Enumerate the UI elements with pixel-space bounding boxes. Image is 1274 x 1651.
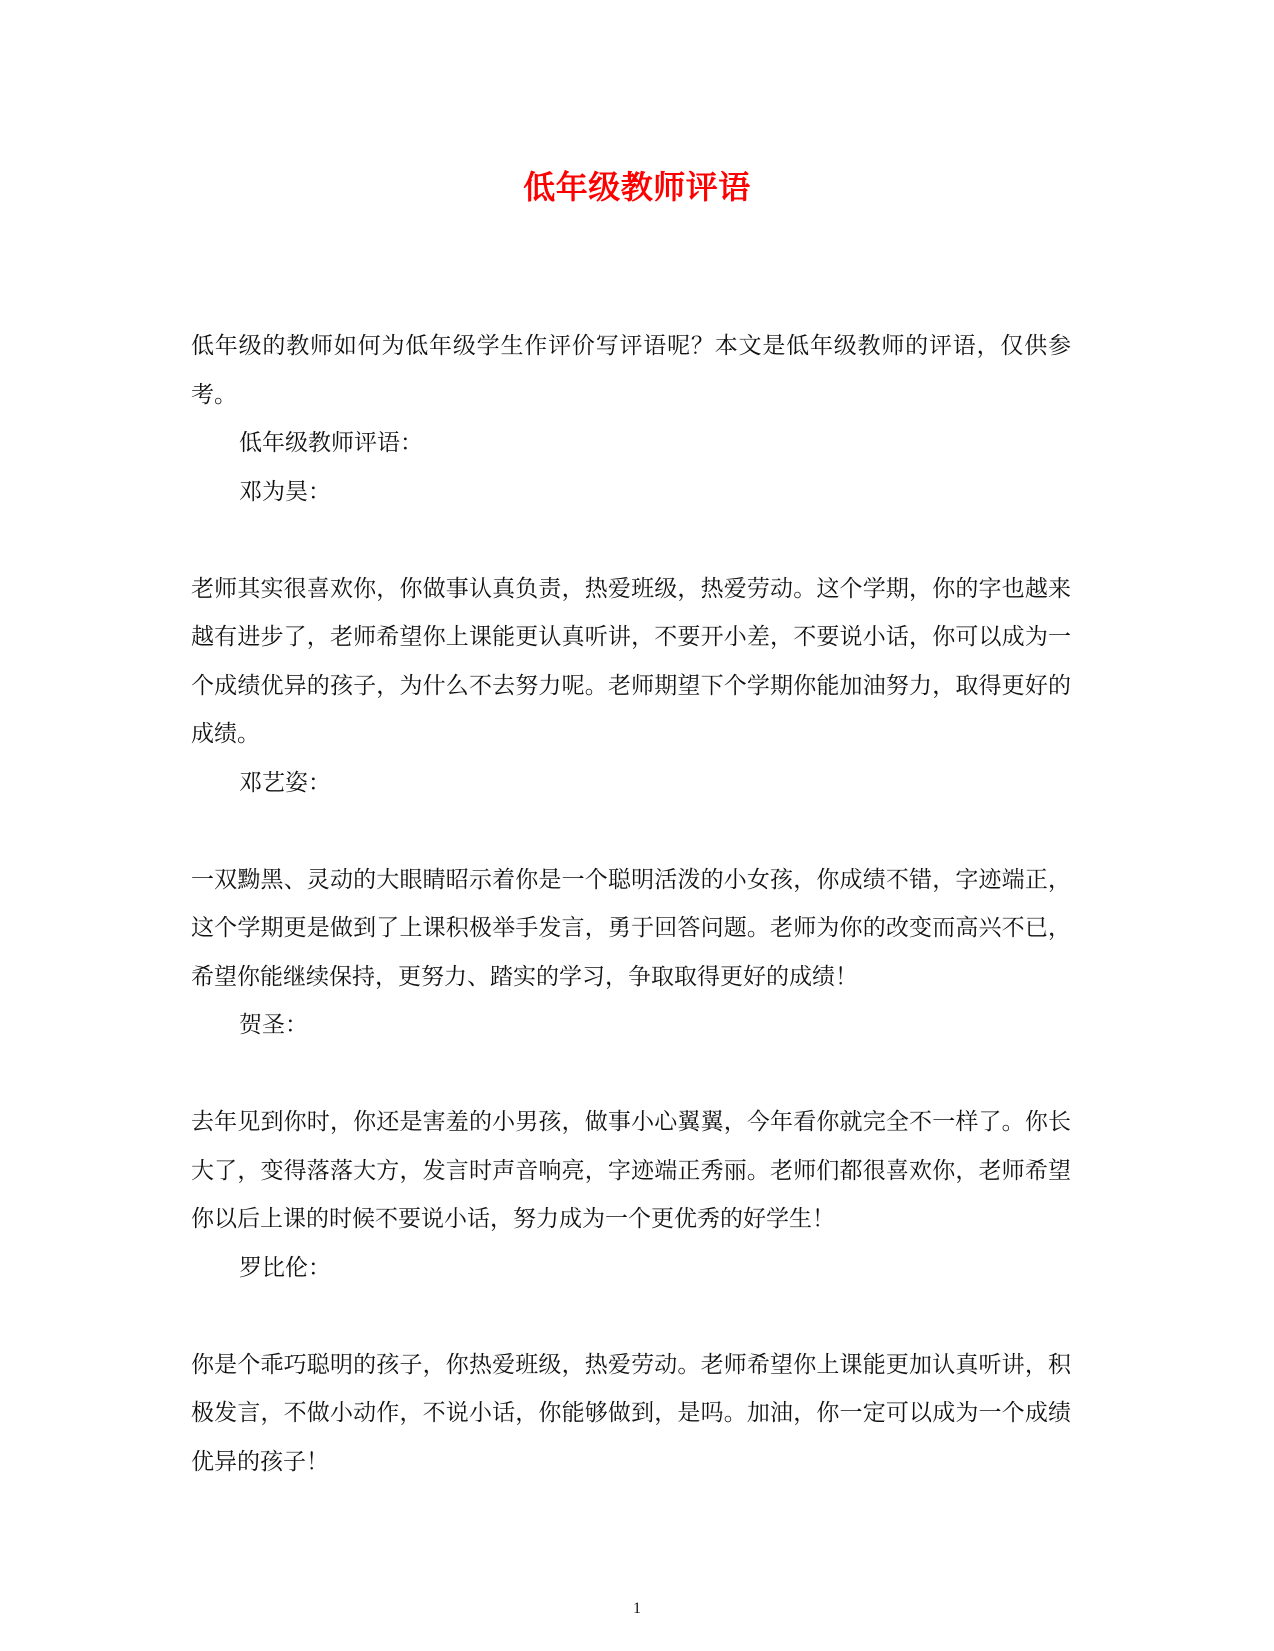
page-number: 1 (633, 1600, 641, 1617)
spacer (191, 516, 1071, 565)
student-comment: 去年见到你时，你还是害羞的小男孩，做事小心翼翼，今年看你就完全不一样了。你长大了，变得落落大方，发言时声音响亮，字迹端正秀丽。老师们都很喜欢你，老师希望你以后上课的时候不要说小话，努力成为一个更优秀的好学生！ (191, 1109, 1071, 1232)
student-comment: 你是个乖巧聪明的孩子，你热爱班级，热爱劳动。老师希望你上课能更加认真听讲，积极发言，不做小动作，不说小话，你能够做到，是吗。加油，你一定可以成为一个成绩优异的孩子！ (191, 1351, 1071, 1475)
student-name: 贺圣： (239, 1012, 308, 1038)
student-comment: 一双黝黑、灵动的大眼睛昭示着你是一个聪明活泼的小女孩，你成绩不错，字迹端正，这个学期更是做到了上课积极举手发言，勇于回答问题。老师为你的改变而高兴不已，希望你能继续保持，更努力、踏实的学习，争取取得更好的成绩！ (191, 866, 1071, 990)
document-body (191, 322, 1071, 1486)
spacer (191, 1292, 1071, 1341)
student-name: 邓为昊： (239, 478, 331, 505)
intro-paragraph: 低年级的教师如何为低年级学生作评价写评语呢？本文是低年级教师的评语，仅供参考。 (191, 333, 1071, 408)
spacer (191, 807, 1071, 856)
section-heading: 低年级教师评语： (239, 430, 423, 456)
page-title: 低年级教师评语 (523, 168, 751, 206)
student-comment: 老师其实很喜欢你，你做事认真负责，热爱班级，热爱劳动。这个学期，你的字也越来越有进步了，老师希望你上课能更认真听讲，不要开小差，不要说小话，你可以成为一个成绩优异的孩子，为什么不去努力呢。老师期望下个学期你能加油努力，取得更好的成绩。 (191, 575, 1071, 747)
student-name: 邓艺姿： (239, 769, 331, 796)
student-name: 罗比伦： (239, 1254, 331, 1281)
spacer (191, 1050, 1071, 1099)
